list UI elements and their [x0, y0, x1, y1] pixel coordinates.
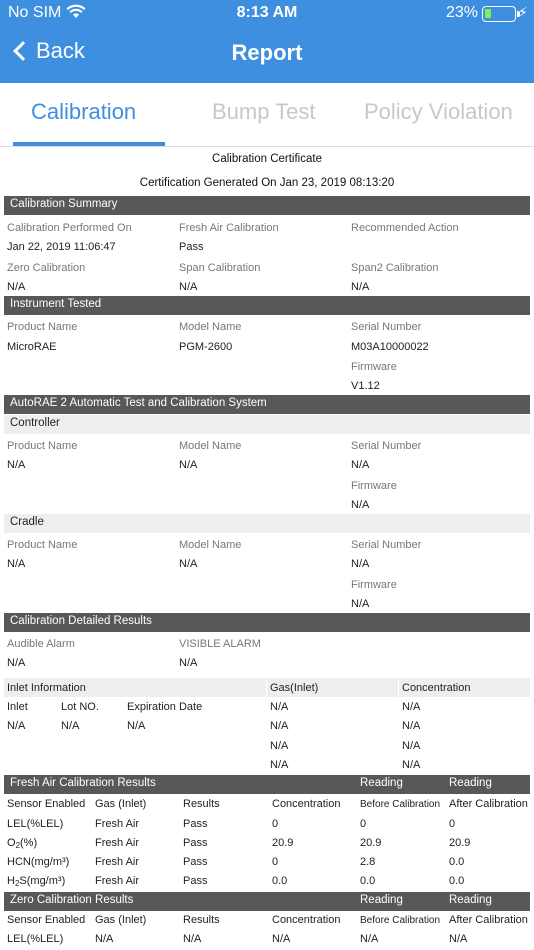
- before-cell: 0.0: [360, 875, 376, 887]
- battery-percent: 23%: [446, 4, 479, 21]
- app-header: [0, 0, 534, 83]
- summary-value: Jan 22, 2019 11:06:47: [7, 241, 116, 253]
- summary-label: Zero Calibration: [7, 262, 86, 274]
- sensor-cell: [7, 875, 65, 888]
- expiration-label: Expiration Date: [127, 701, 203, 713]
- product-name-label: Product Name: [7, 440, 78, 452]
- result-cell: Pass: [183, 837, 208, 849]
- sensor-cell: LEL(%LEL): [7, 933, 64, 945]
- gas-inlet-value: N/A: [270, 740, 289, 752]
- nav-bar: [0, 36, 534, 76]
- concentration-cell: 0: [272, 818, 279, 830]
- column-header: Before Calibration: [360, 915, 441, 926]
- concentration-cell: N/A: [272, 933, 291, 945]
- product-name-label: Product Name: [7, 321, 78, 333]
- sensor-cell: [7, 837, 37, 850]
- result-cell: Pass: [183, 875, 208, 887]
- summary-label: Span2 Calibration: [351, 262, 439, 274]
- charging-icon: ⚡: [518, 4, 528, 20]
- audible-alarm-label: Audible Alarm: [7, 638, 75, 650]
- before-cell: 2.8: [360, 856, 376, 868]
- column-header: Results: [183, 798, 220, 810]
- concentration-header: Concentration: [402, 682, 471, 694]
- model-name-label: Model Name: [179, 321, 242, 333]
- summary-value: Pass: [179, 241, 204, 253]
- column-header: After Calibration: [449, 914, 528, 926]
- after-cell: 0.0: [449, 856, 465, 868]
- tab-bump-test[interactable]: Bump Test: [212, 99, 316, 124]
- tab-calibration[interactable]: Calibration: [31, 99, 137, 124]
- serial-number-label: Serial Number: [351, 321, 422, 333]
- concentration-value: N/A: [402, 740, 421, 752]
- serial-number-label: Serial Number: [351, 539, 422, 551]
- concentration-cell: 0.0: [272, 875, 288, 887]
- column-header: Results: [183, 914, 220, 926]
- audible-alarm-value: N/A: [7, 657, 26, 669]
- gas-inlet-value: N/A: [270, 701, 289, 713]
- instrument-tested-header: Instrument Tested: [4, 296, 530, 315]
- summary-value: N/A: [7, 281, 26, 293]
- expiration-value: N/A: [127, 720, 146, 732]
- product-name-value: N/A: [7, 459, 26, 471]
- firmware-label: Firmware: [351, 361, 397, 373]
- firmware-label: Firmware: [351, 480, 397, 492]
- column-header: Gas (Inlet): [95, 798, 147, 810]
- back-label: Back: [36, 38, 85, 63]
- concentration-value: N/A: [402, 701, 421, 713]
- zero-results-title: Zero Calibration Results: [10, 894, 134, 906]
- column-header: Concentration: [272, 798, 341, 810]
- after-cell: 0.0: [449, 875, 465, 887]
- detailed-results-header: Calibration Detailed Results: [4, 613, 530, 632]
- inlet-value: N/A: [7, 720, 26, 732]
- status-bar: [0, 0, 534, 28]
- fresh-air-results-header: [4, 775, 530, 794]
- result-cell: Pass: [183, 818, 208, 830]
- product-name-value: MicroRAE: [7, 341, 57, 353]
- summary-value: N/A: [351, 281, 370, 293]
- column-header: After Calibration: [449, 798, 528, 810]
- column-header: Before Calibration: [360, 799, 441, 810]
- sensor-subscript: 2: [14, 879, 20, 888]
- after-cell: 0: [449, 818, 456, 830]
- model-name-label: Model Name: [179, 440, 242, 452]
- column-header: Sensor Enabled: [7, 798, 86, 810]
- cradle-header: Cradle: [4, 514, 530, 533]
- gas-inlet-value: N/A: [270, 720, 289, 732]
- product-name-label: Product Name: [7, 539, 78, 551]
- fresh-air-results-title: Fresh Air Calibration Results: [10, 777, 156, 789]
- sensor-symbol: H: [7, 875, 15, 887]
- serial-number-label: Serial Number: [351, 440, 422, 452]
- after-cell: N/A: [449, 933, 468, 945]
- concentration-cell: 0: [272, 856, 279, 868]
- visible-alarm-label: VISIBLE ALARM: [179, 638, 261, 650]
- inlet-information-header: Inlet Information: [7, 682, 86, 694]
- model-name-value: N/A: [179, 459, 198, 471]
- gas-cell: Fresh Air: [95, 875, 140, 887]
- battery-icon: [482, 6, 516, 22]
- reading-header: Reading: [360, 894, 403, 906]
- firmware-value: N/A: [351, 499, 370, 511]
- divider: [398, 678, 399, 697]
- gas-cell: Fresh Air: [95, 818, 140, 830]
- zero-results-header: [4, 892, 530, 911]
- sensor-suffix: S(mg/m³): [19, 875, 66, 887]
- serial-number-value: M03A10000022: [351, 341, 429, 353]
- summary-value: N/A: [179, 281, 198, 293]
- column-header: Sensor Enabled: [7, 914, 86, 926]
- clock: 8:13 AM: [236, 4, 298, 21]
- concentration-value: N/A: [402, 759, 421, 771]
- certificate-generated: Certification Generated On Jan 23, 2019 08:13:20: [139, 177, 395, 189]
- calibration-summary-header: Calibration Summary: [4, 196, 530, 215]
- sensor-cell: LEL(%LEL): [7, 818, 64, 830]
- concentration-value: N/A: [402, 720, 421, 732]
- after-cell: 20.9: [449, 837, 471, 849]
- column-header: Gas (Inlet): [95, 914, 147, 926]
- lot-label: Lot NO.: [61, 701, 99, 713]
- model-name-label: Model Name: [179, 539, 242, 551]
- result-cell: Pass: [183, 856, 208, 868]
- model-name-value: N/A: [179, 558, 198, 570]
- reading-header: Reading: [360, 777, 403, 789]
- summary-label: Span Calibration: [179, 262, 261, 274]
- product-name-value: N/A: [7, 558, 26, 570]
- active-tab-indicator: [13, 142, 165, 146]
- serial-number-value: N/A: [351, 558, 370, 570]
- gas-inlet-value: N/A: [270, 759, 289, 771]
- lot-value: N/A: [61, 720, 80, 732]
- concentration-cell: 20.9: [272, 837, 294, 849]
- visible-alarm-value: N/A: [179, 657, 198, 669]
- tab-policy-violation[interactable]: Policy Violation: [364, 99, 513, 124]
- reading-header: Reading: [449, 894, 492, 906]
- gas-inlet-header: Gas(Inlet): [270, 682, 319, 694]
- tab-bar: [0, 83, 534, 147]
- sensor-symbol: O: [7, 837, 16, 849]
- before-cell: 0: [360, 818, 367, 830]
- inlet-label: Inlet: [7, 701, 28, 713]
- certificate-title: Calibration Certificate: [212, 153, 322, 165]
- result-cell: N/A: [183, 933, 202, 945]
- autorae-header: AutoRAE 2 Automatic Test and Calibration System: [4, 395, 530, 414]
- gas-cell: Fresh Air: [95, 837, 140, 849]
- controller-header: Controller: [4, 415, 530, 434]
- carrier-label: No SIM: [8, 4, 62, 21]
- sensor-suffix: (%): [20, 837, 38, 849]
- firmware-value: V1.12: [351, 380, 380, 392]
- gas-cell: Fresh Air: [95, 856, 140, 868]
- serial-number-value: N/A: [351, 459, 370, 471]
- sensor-cell: HCN(mg/m³): [7, 856, 70, 868]
- reading-header: Reading: [449, 777, 492, 789]
- summary-label: Calibration Performed On: [7, 222, 132, 234]
- firmware-label: Firmware: [351, 579, 397, 591]
- page-title: Report: [231, 40, 303, 65]
- gas-cell: N/A: [95, 933, 114, 945]
- sensor-subscript: 2: [15, 841, 21, 850]
- column-header: Concentration: [272, 914, 341, 926]
- firmware-value: N/A: [351, 598, 370, 610]
- model-name-value: PGM-2600: [179, 341, 233, 353]
- divider: [266, 678, 267, 697]
- summary-label: Fresh Air Calibration: [179, 222, 279, 234]
- before-cell: 20.9: [360, 837, 382, 849]
- summary-label: Recommended Action: [351, 222, 459, 234]
- before-cell: N/A: [360, 933, 379, 945]
